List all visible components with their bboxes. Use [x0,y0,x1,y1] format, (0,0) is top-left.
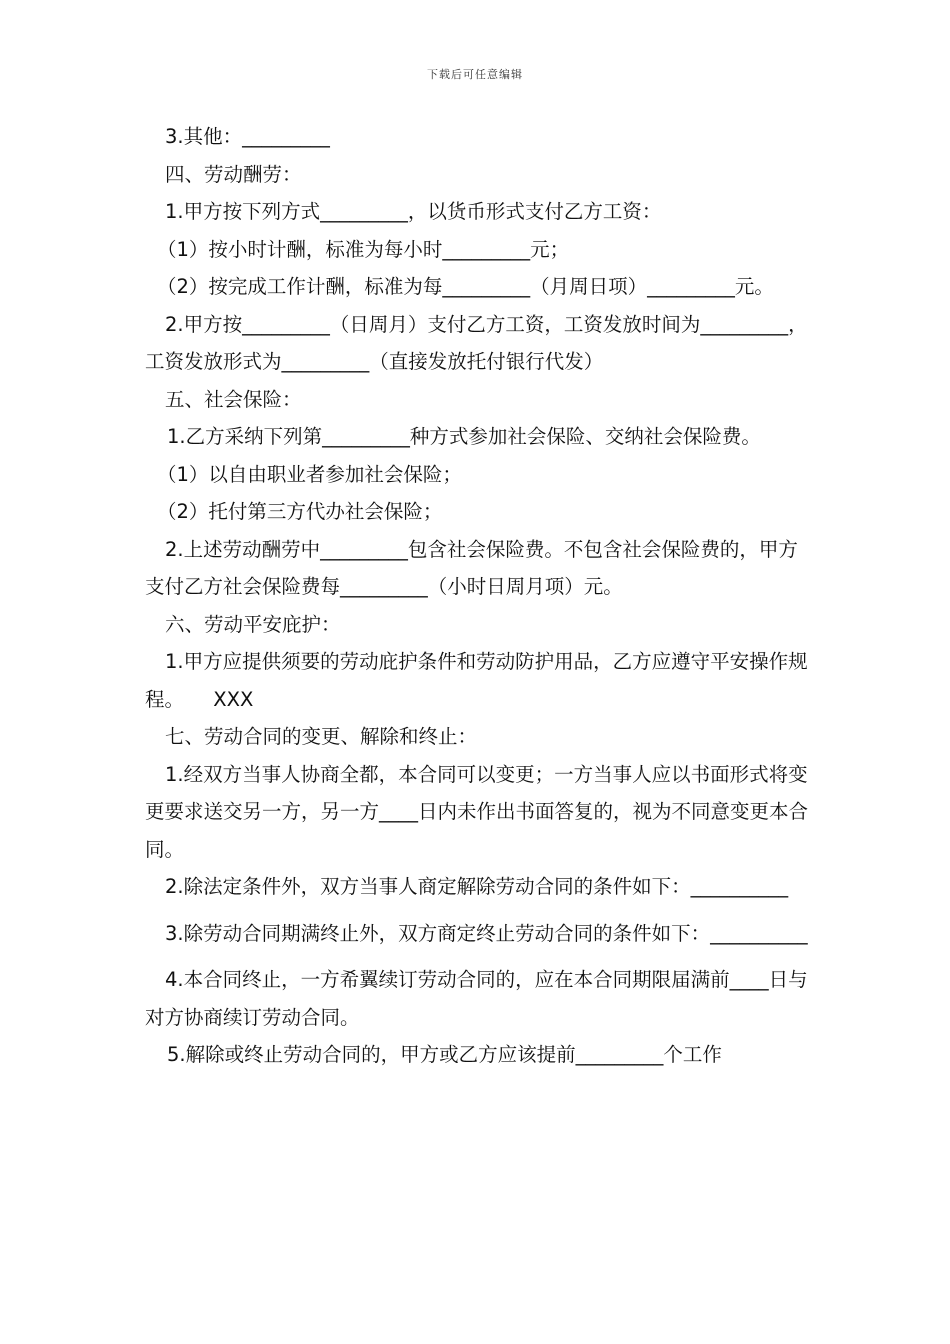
clause-7-5: 5.解除或终止劳动合同的，甲方或乙方应该提前_________个工作 [167,1043,722,1066]
page-header: 下载后可任意编辑 [427,68,523,81]
clause-7-3: 3.除劳动合同期满终止外，双方商定终止劳动合同的条件如下：__________ [165,921,808,945]
document-body [145,118,808,1074]
clause-4-2: 2.甲方按_________（日周月）支付乙方工资，工资发放时间为_________，工资发放形式为_________（直接发放托付银行代发） [145,312,808,373]
section-4-heading: 四、劳动酬劳： [165,162,302,186]
clause-5-2: 2.上述劳动酬劳中_________包含社会保险费。不包含社会保险费的，甲方支付乙方社会保险费每_________（小时日周月项）元。 [145,537,798,598]
clause-5-1: 1.乙方采纳下列第_________种方式参加社会保险、交纳社会保险费。 [167,425,761,448]
clause-5-1-item-2: （2）托付第三方代办社会保险； [157,500,443,523]
spacer [145,906,808,915]
clause-4-1-item-2: （2）按完成工作计酬，标准为每_________（月周日项）_________元。 [157,275,774,298]
section-7-heading: 七、劳动合同的变更、解除和终止： [165,725,478,748]
section-6-heading: 六、劳动平安庇护： [165,612,341,636]
spacer [145,952,808,961]
clause-7-1: 1.经双方当事人协商全都，本合同可以变更；一方当事人应以书面形式将变更要求送交另一方，另一方____日内未作出书面答复的，视为不同意变更本合同。 [145,762,809,861]
clause-4-1: 1.甲方按下列方式_________，以货币形式支付乙方工资： [165,200,662,223]
clause-7-4: 4.本合同终止，一方希翼续订劳动合同的，应在本合同期限届满前____日与对方协商续订劳动合同。 [145,968,808,1029]
clause-4-1-item-1: （1）按小时计酬，标准为每小时_________元； [157,237,570,261]
section-5-heading: 五、社会保险： [165,387,302,411]
clause-6-1: 1.甲方应提供须要的劳动庇护条件和劳动防护用品，乙方应遵守平安操作规程。 XXX [145,650,808,711]
clause-3-other: 3.其他：_________ [165,125,330,148]
clause-7-2: 2.除法定条件外，双方当事人商定解除劳动合同的条件如下：__________ [165,875,789,898]
clause-5-1-item-1: （1）以自由职业者参加社会保险； [157,462,462,486]
